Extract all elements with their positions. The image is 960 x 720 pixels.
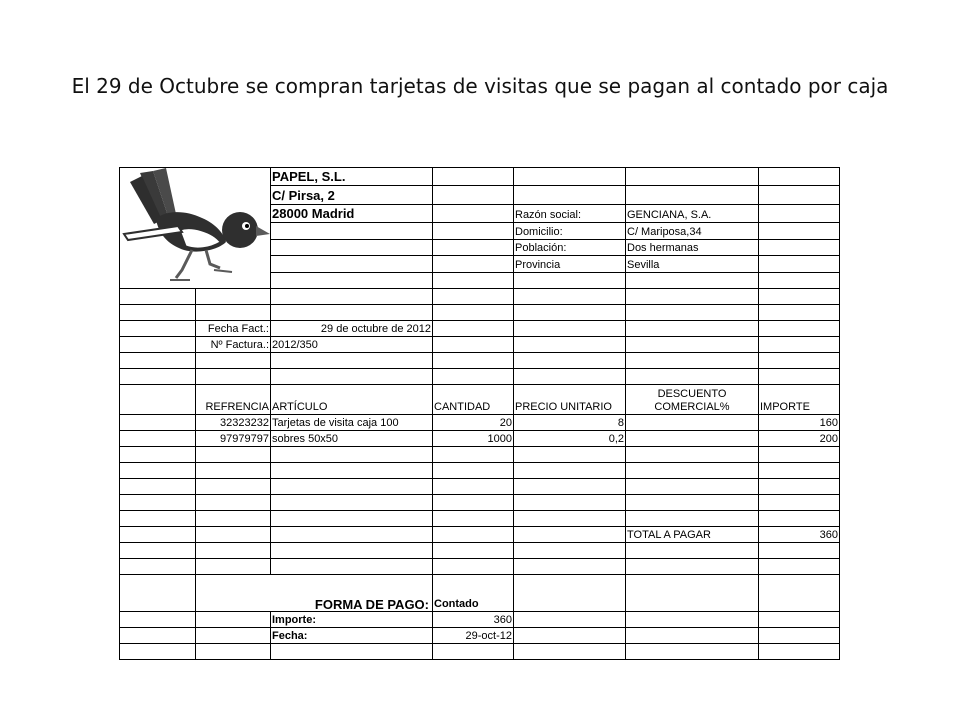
col-descuento-line1: DESCUENTO [657, 388, 727, 400]
item-ref: 32323232 [196, 415, 271, 431]
payment-amount-row [120, 612, 840, 628]
col-cantidad-header: CANTIDAD [433, 385, 514, 415]
logo-cell [120, 168, 271, 289]
item-ref: 97979797 [196, 431, 271, 447]
item-descuento [626, 415, 759, 431]
table-row [120, 415, 840, 431]
blank-row [120, 289, 840, 305]
blank-row [120, 463, 840, 479]
total-row [120, 527, 840, 543]
item-descuento [626, 431, 759, 447]
seller-city: 28000 Madrid [271, 204, 433, 222]
payment-date-row [120, 628, 840, 644]
invoice-number-label: Nº Factura.: [196, 337, 271, 353]
table-row [120, 431, 840, 447]
blank-row [120, 369, 840, 385]
col-descuento-header [626, 385, 759, 415]
buyer-poblacion-label: Población: [514, 239, 626, 255]
blank-row [120, 447, 840, 463]
item-precio: 0,2 [514, 431, 626, 447]
invoice-number-value: 2012/350 [271, 337, 433, 353]
item-articulo: Tarjetas de visita caja 100 [271, 415, 433, 431]
column-header-row [120, 385, 840, 415]
col-precio-header: PRECIO UNITARIO [514, 385, 626, 415]
buyer-domicilio-label: Domicilio: [514, 223, 626, 239]
magpie-bird-icon [120, 168, 270, 288]
blank-row [120, 495, 840, 511]
invoice-date-label: Fecha Fact.: [196, 321, 271, 337]
payment-amount-value: 360 [433, 612, 514, 628]
col-descuento-line2: COMERCIAL% [654, 401, 730, 413]
invoice-number-row [120, 337, 840, 353]
total-value: 360 [759, 527, 840, 543]
payment-method-row [120, 575, 840, 612]
seller-name: PAPEL, S.L. [271, 168, 433, 186]
blank-row [120, 305, 840, 321]
slide-title: El 29 de Octubre se compran tarjetas de visitas que se pagan al contado por caja [71, 74, 889, 98]
payment-date-value: 29-oct-12 [433, 628, 514, 644]
buyer-domicilio-value: C/ Mariposa,34 [626, 223, 759, 239]
buyer-provincia-label: Provincia [514, 256, 626, 272]
item-importe: 160 [759, 415, 840, 431]
seller-address: C/ Pirsa, 2 [271, 186, 433, 204]
blank-row [120, 353, 840, 369]
buyer-razon-value: GENCIANA, S.A. [626, 204, 759, 222]
invoice-date-row [120, 321, 840, 337]
col-importe-header: IMPORTE [759, 385, 840, 415]
item-importe: 200 [759, 431, 840, 447]
blank-row [120, 511, 840, 527]
payment-method-value: Contado [433, 575, 514, 612]
buyer-provincia-value: Sevilla [626, 256, 759, 272]
blank-row [120, 644, 840, 660]
total-label: TOTAL A PAGAR [626, 527, 759, 543]
blank-row [120, 543, 840, 559]
buyer-poblacion-value: Dos hermanas [626, 239, 759, 255]
payment-amount-label: Importe: [271, 612, 433, 628]
invoice-date-value: 29 de octubre de 2012 [271, 321, 433, 337]
payment-method-label: FORMA DE PAGO: [196, 575, 433, 612]
item-cantidad: 1000 [433, 431, 514, 447]
item-articulo: sobres 50x50 [271, 431, 433, 447]
payment-date-label: Fecha: [271, 628, 433, 644]
invoice-table [119, 167, 840, 660]
col-ref-header: REFRENCIA [196, 385, 271, 415]
blank-row [120, 559, 840, 575]
item-precio: 8 [514, 415, 626, 431]
col-articulo-header: ARTÍCULO [271, 385, 433, 415]
seller-row-name [120, 168, 840, 186]
blank-row [120, 479, 840, 495]
buyer-razon-label: Razón social: [514, 204, 626, 222]
item-cantidad: 20 [433, 415, 514, 431]
